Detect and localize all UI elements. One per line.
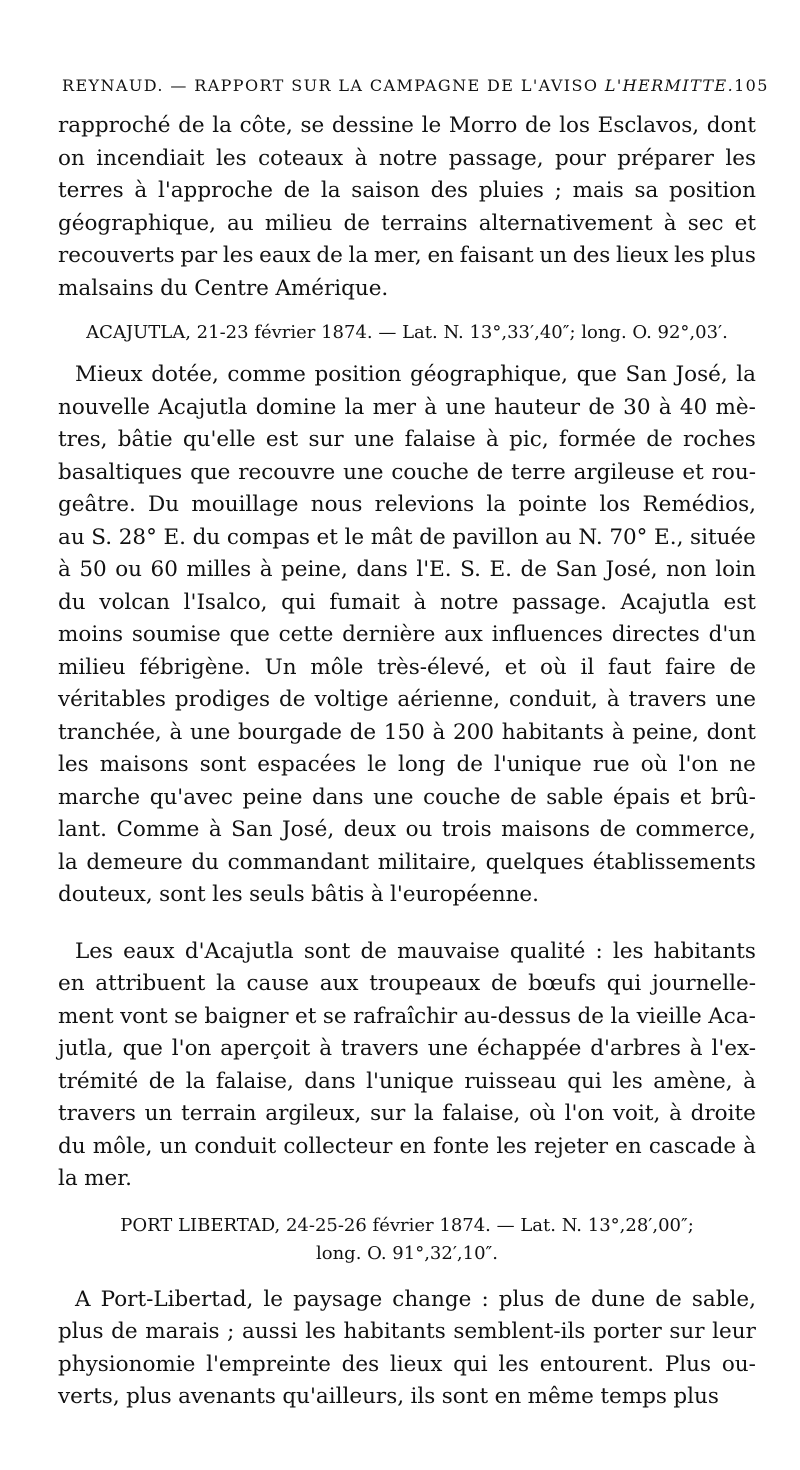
heading-line: ACAJUTLA, 21-23 février 1874. — Lat. N. 13°,33′,40″; long. O. 92°,03′. (86, 322, 728, 343)
text-line: malsains du Centre Amérique. (58, 275, 389, 301)
text-line: verts, plus avenants qu'ailleurs, ils sont en même temps plus (58, 1384, 719, 1409)
text-line: tres, bâtie qu'elle est sur une falaise à pic, formée de roches (58, 427, 756, 452)
text-line: milieu fébrigène. Un môle très-élevé, et où il faut faire de (58, 654, 756, 680)
text-line: rapproché de la côte, se dessine le Morro de los Esclavos, dont (58, 113, 756, 138)
text-line: trémité de la falaise, dans l'unique ruisseau qui les amène, à (58, 1068, 756, 1094)
running-ship-name: L'HERMITTE. (604, 76, 735, 95)
paragraph (58, 110, 756, 305)
block-spacer (58, 912, 756, 936)
text-line: la mer. (58, 1166, 133, 1191)
paragraph (58, 936, 756, 1196)
section-heading (58, 319, 756, 347)
text-line: basaltiques que recouvre une couche de terre argileuse et rou- (58, 459, 756, 485)
text-line: véritables prodiges de voltige aérienne, conduit, à travers une (58, 687, 756, 712)
text-line: lant. Comme à San José, deux ou trois maisons de commerce, (58, 817, 756, 842)
text-line: géographique, au milieu de terrains alternativement à sec et (58, 210, 756, 236)
heading-line: long. O. 91°,32′,10″. (316, 1242, 498, 1264)
running-header (62, 76, 769, 95)
text-line: tranchée, à une bourgade de 150 à 200 habitants à peine, dont (58, 719, 756, 745)
text-line: jutla, que l'on aperçoit à travers une échappée d'arbres à l'ex- (58, 1036, 756, 1061)
text-line: nouvelle Acajutla domine la mer à une hauteur de 30 à 40 mè- (58, 394, 756, 420)
page-body (58, 110, 756, 1414)
running-author: REYNAUD. — RAPPORT SUR LA CAMPAGNE DE L'AVISO (62, 76, 605, 95)
block-spacer (58, 1268, 756, 1284)
heading-line: PORT LIBERTAD, 24-25-26 février 1874. — Lat. N. 13°,28′,00″; (120, 1214, 694, 1236)
block-spacer (58, 1196, 756, 1212)
paragraph (58, 359, 756, 912)
text-line: terres à l'approche de la saison des pluies ; mais sa position (58, 178, 756, 203)
block-spacer (58, 347, 756, 359)
page-number: 105 (734, 76, 769, 95)
text-line: on incendiait les coteaux à notre passage, pour préparer les (58, 145, 756, 171)
text-line: A Port-Libertad, le paysage change : plus de dune de sable, (75, 1286, 756, 1312)
text-line: geâtre. Du mouillage nous relevions la pointe los Remédios, (58, 492, 756, 517)
text-line: douteux, sont les seuls bâtis à l'européenne. (58, 882, 539, 907)
text-line: au S. 28° E. du compas et le mât de pavillon au N. 70° E., située (58, 524, 756, 550)
text-line: travers un terrain argileux, sur la falaise, où l'on voit, à droite (58, 1101, 756, 1126)
text-line: la demeure du commandant militaire, quelques établissements (58, 849, 756, 875)
text-line: recouverts par les eaux de la mer, en faisant un des lieux les plus (58, 243, 756, 268)
text-line: marche qu'avec peine dans une couche de sable épais et brû- (58, 784, 756, 810)
text-line: moins soumise que cette dernière aux influences directes d'un (58, 622, 756, 647)
text-line: Mieux dotée, comme position géographique, que San José, la (75, 362, 756, 387)
text-line: ment vont se baigner et se rafraîchir au-dessus de la vieille Aca- (58, 1003, 756, 1029)
text-line: Les eaux d'Acajutla sont de mauvaise qualité : les habitants (75, 938, 756, 964)
text-line: en attribuent la cause aux troupeaux de bœufs qui journelle- (58, 971, 756, 996)
text-line: plus de marais ; aussi les habitants semblent-ils porter sur leur (58, 1319, 756, 1344)
text-line: physionomie l'empreinte des lieux qui les entourent. Plus ou- (58, 1351, 756, 1377)
paragraph (58, 1284, 756, 1414)
text-line: à 50 ou 60 milles à peine, dans l'E. S. E. de San José, non loin (58, 557, 756, 582)
section-heading (58, 1212, 756, 1268)
text-line: les maisons sont espacées le long de l'unique rue où l'on ne (58, 752, 756, 777)
running-title (62, 76, 734, 95)
block-spacer (58, 305, 756, 319)
text-line: du volcan l'Isalco, qui fumait à notre passage. Acajutla est (58, 589, 756, 615)
text-line: du môle, un conduit collecteur en fonte les rejeter en cascade à (58, 1133, 756, 1159)
